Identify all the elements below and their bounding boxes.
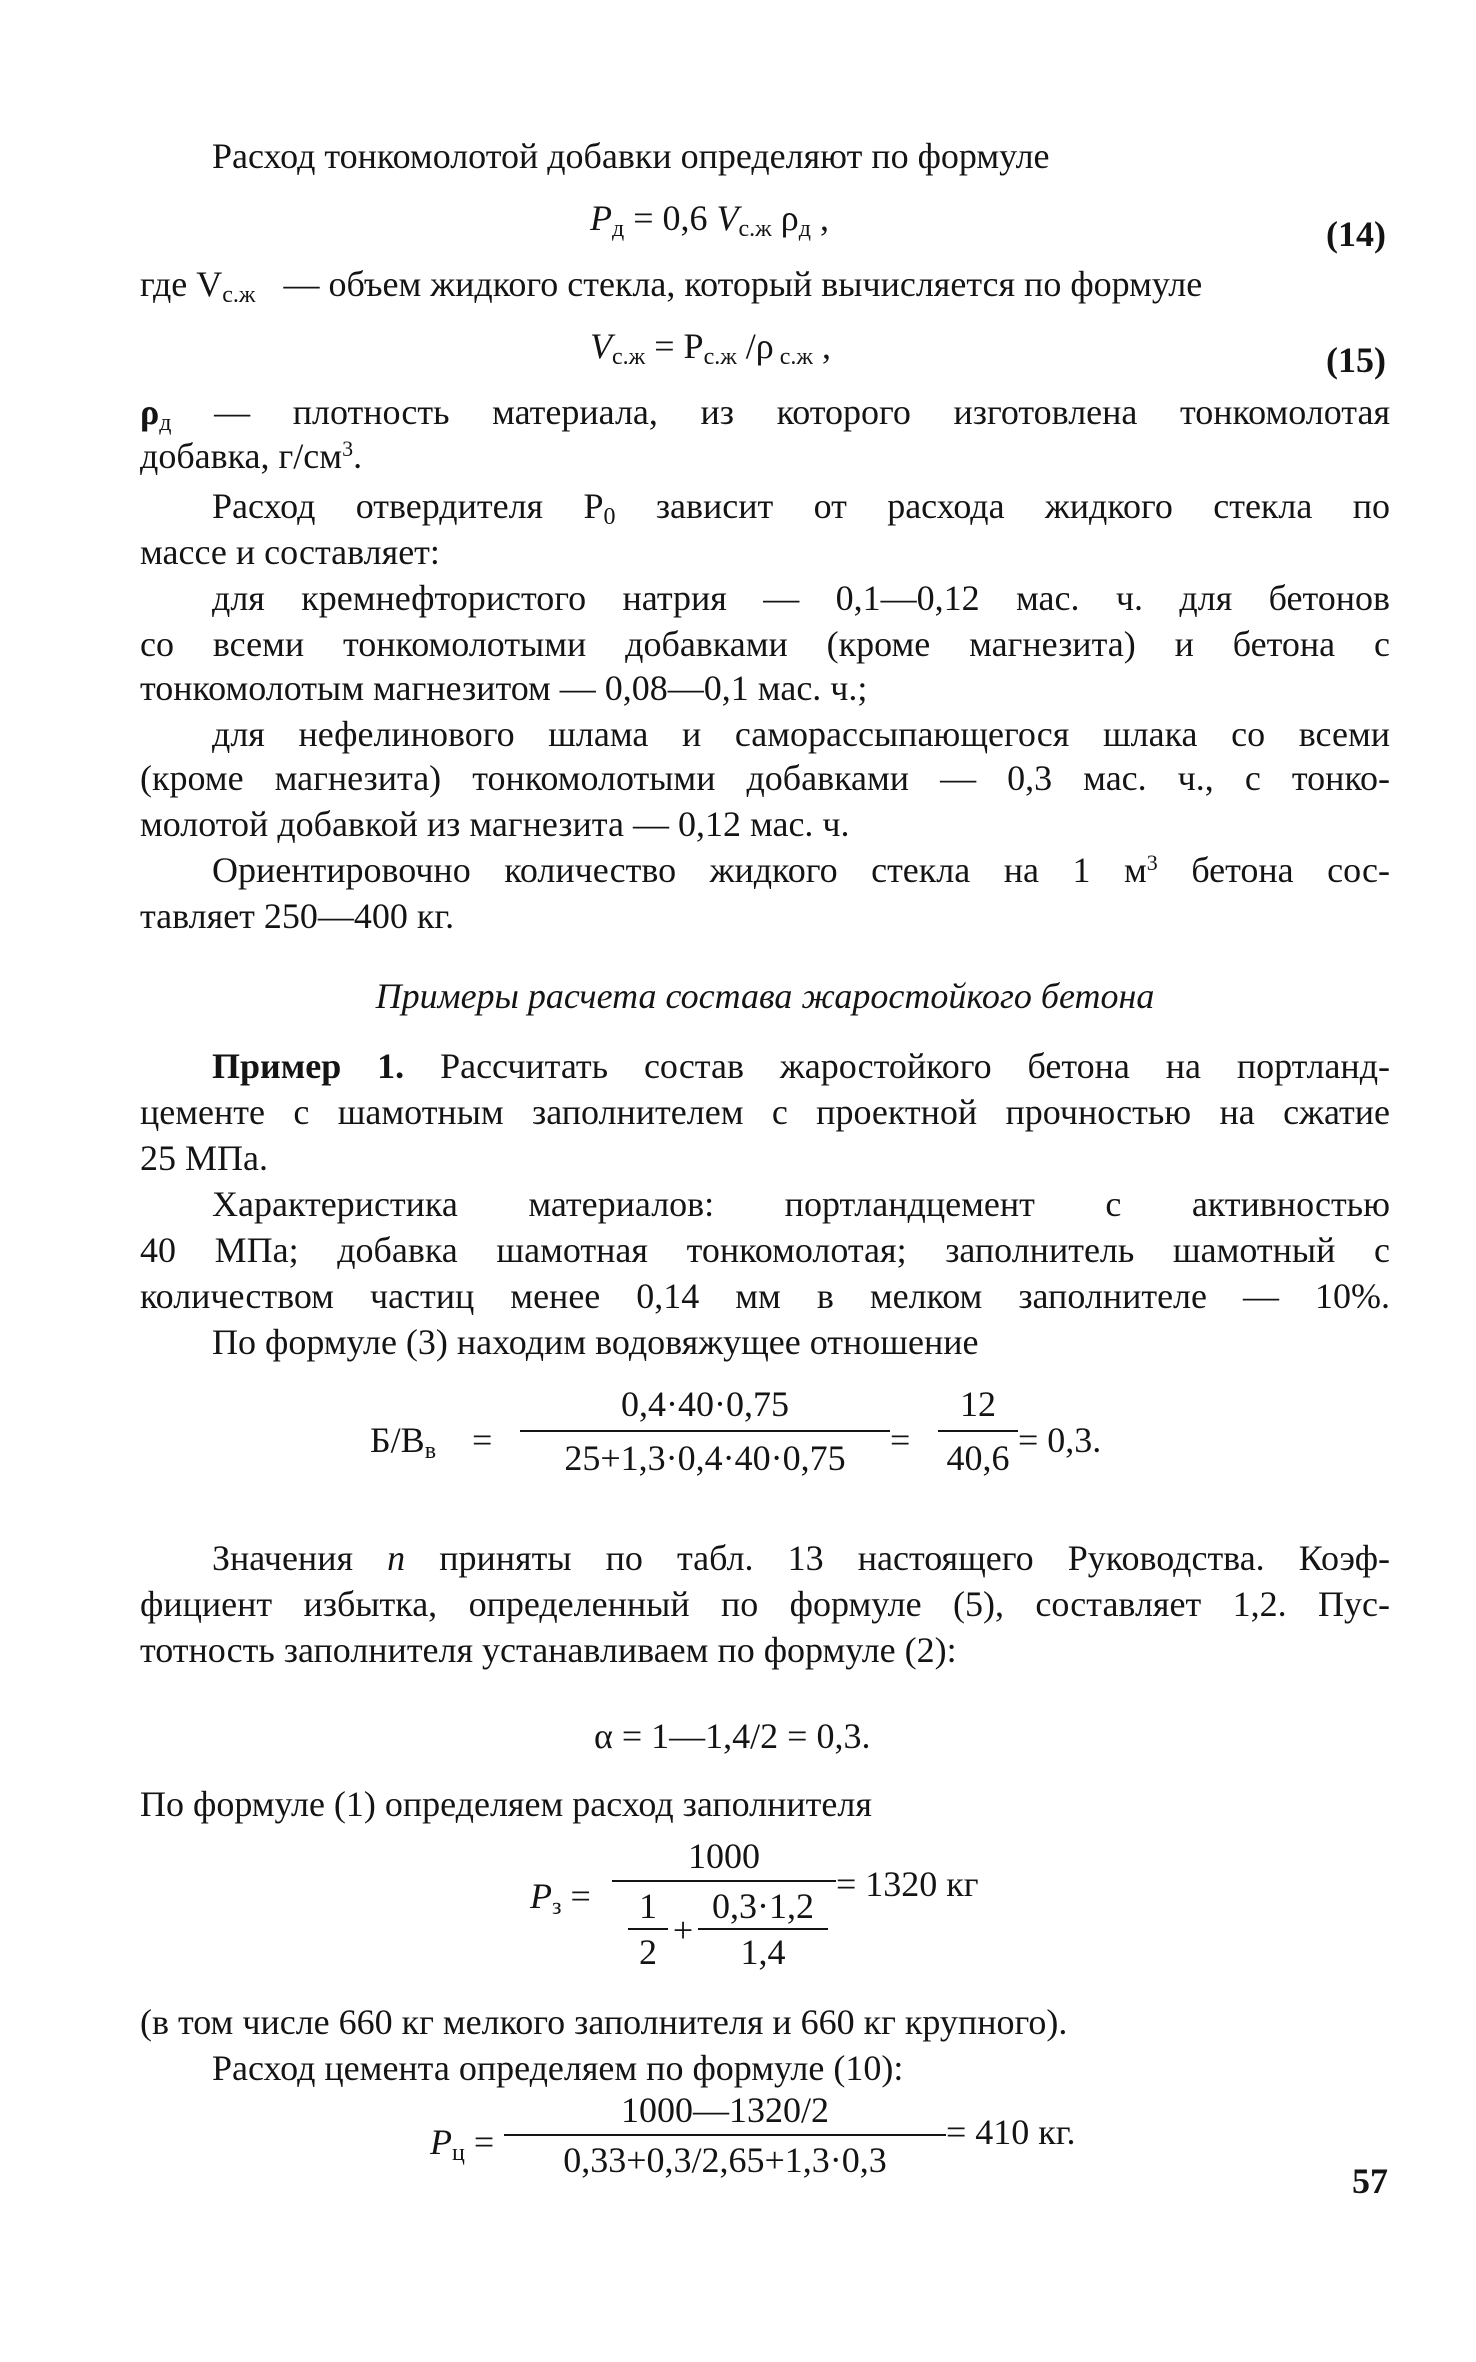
text-line bbox=[212, 484, 1390, 528]
subscript: д bbox=[798, 216, 811, 242]
text-line: По формуле (3) находим водовяжущее отношение bbox=[212, 1322, 979, 1362]
symbol-bv: Б/В bbox=[370, 1420, 425, 1460]
text-line: цементе с шамотным заполнителем с проектной прочностью на сжатие bbox=[140, 1092, 1390, 1132]
text-line: со всеми тонкомолотыми добавками (кроме магнезита) и бетона с bbox=[140, 624, 1390, 664]
text-line: (в том числе 660 кг мелкого заполнителя и 660 кг крупного). bbox=[140, 2002, 1068, 2042]
subscript: с.ж bbox=[773, 344, 813, 370]
formula-text: , bbox=[810, 198, 829, 238]
formula-text: = bbox=[561, 1876, 591, 1916]
subscript: с.ж bbox=[703, 344, 737, 370]
text-fragment: приняты по табл. 13 настоящего Руководства. Коэф- bbox=[405, 1538, 1391, 1578]
text-fragment: Ориентировочно количество жидкого стекла на 1 м bbox=[212, 850, 1147, 890]
text-line bbox=[140, 262, 1390, 306]
text-line: Характеристика материалов: портландцемент с активностью bbox=[212, 1184, 1390, 1224]
fraction-bar bbox=[938, 1430, 1018, 1432]
text-line: Расход цемента определяем по формуле (10): bbox=[212, 2048, 904, 2088]
formula-text: = bbox=[890, 1420, 911, 1460]
text-fragment: где V bbox=[140, 264, 223, 304]
fraction-numerator: 12 bbox=[960, 1384, 996, 1424]
text-line bbox=[212, 1536, 1390, 1580]
text-fragment: — плотность материала, из которого изготовлена тонкомолотая bbox=[171, 392, 1390, 432]
text-fragment: добавка, г/см bbox=[140, 436, 343, 476]
sub-fraction-bar bbox=[698, 1928, 828, 1930]
formula-p3-lhs bbox=[530, 1874, 591, 1918]
subscript: д bbox=[612, 216, 625, 242]
symbol-p: P bbox=[530, 1876, 552, 1916]
fraction-denominator: 25+1,3·0,4·40·0,75 bbox=[564, 1438, 846, 1478]
fraction-numerator: 0,4·40·0,75 bbox=[621, 1384, 789, 1424]
formula-14 bbox=[590, 196, 829, 240]
page-number: 57 bbox=[1352, 2161, 1388, 2201]
subscript: в bbox=[424, 1438, 437, 1464]
fraction-denominator: 40,6 bbox=[946, 1438, 1010, 1478]
text-line: 40 МПа; добавка шамотная тонкомолотая; заполнитель шамотный с bbox=[140, 1230, 1390, 1270]
text-line: массе и составляет: bbox=[140, 532, 440, 572]
fraction-bar bbox=[612, 1880, 836, 1882]
symbol-n: n bbox=[387, 1538, 406, 1578]
symbol-p: P bbox=[430, 2122, 452, 2162]
text-line: тавляет 250—400 кг. bbox=[140, 896, 455, 936]
formula-text: = P bbox=[645, 326, 704, 366]
formula-pc-lhs bbox=[430, 2120, 494, 2164]
text-fragment: — объем жидкого стекла, который вычисляется по формуле bbox=[283, 264, 1203, 304]
sub-fraction-numerator: 1 bbox=[639, 1886, 657, 1926]
subscript: с.ж bbox=[222, 282, 256, 308]
superscript: 3 bbox=[342, 436, 354, 461]
subscript: ц bbox=[452, 2140, 465, 2166]
subscript: с.ж bbox=[738, 216, 772, 242]
formula-15 bbox=[590, 324, 831, 368]
subscript: д bbox=[159, 410, 172, 436]
formula-text: = 0,6 bbox=[624, 198, 717, 238]
sub-fraction-denominator: 2 bbox=[639, 1932, 657, 1972]
formula-bv-lhs bbox=[370, 1418, 436, 1462]
formula-text: = bbox=[472, 1420, 493, 1460]
formula-result: = 1320 кг bbox=[836, 1864, 979, 1904]
equation-number: (14) bbox=[1326, 214, 1386, 254]
text-fragment: зависит от расхода жидкого стекла по bbox=[615, 486, 1390, 526]
sub-fraction-denominator: 1,4 bbox=[740, 1932, 786, 1972]
text-line: (кроме магнезита) тонкомолотыми добавками — 0,3 мас. ч., с тонко- bbox=[140, 758, 1390, 798]
fraction-numerator: 1000—1320/2 bbox=[620, 2090, 829, 2130]
formula-text: /ρ bbox=[736, 326, 774, 366]
text-line: для кремнефтористого натрия — 0,1—0,12 мас. ч. для бетонов bbox=[212, 578, 1390, 618]
text-line bbox=[140, 390, 1390, 434]
formula-result: = 410 кг. bbox=[946, 2112, 1076, 2152]
text-line: фициент избытка, определенный по формуле (5), составляет 1,2. Пус- bbox=[140, 1584, 1390, 1624]
symbol-v: V bbox=[590, 326, 612, 366]
fraction-bar bbox=[504, 2134, 946, 2136]
sub-fraction-bar bbox=[628, 1928, 668, 1930]
example-label: Пример 1. bbox=[212, 1046, 405, 1086]
fraction-numerator: 1000 bbox=[688, 1836, 760, 1876]
plus-sign: + bbox=[672, 1910, 694, 1950]
text-line bbox=[212, 1044, 1390, 1088]
fraction-denominator: 0,33+0,3/2,65+1,3·0,3 bbox=[563, 2140, 887, 2180]
text-line bbox=[140, 434, 1390, 478]
text-fragment: бетона сос- bbox=[1157, 850, 1390, 890]
subscript: с.ж bbox=[612, 344, 646, 370]
text-fragment: . bbox=[353, 436, 363, 476]
text-fragment: Расход отвердителя P bbox=[212, 486, 604, 526]
symbol-p: P bbox=[590, 198, 612, 238]
formula-result: = 0,3. bbox=[1018, 1420, 1102, 1460]
text-line: тонкомолотым магнезитом — 0,08—0,1 мас. ч.; bbox=[140, 668, 868, 708]
text-line bbox=[212, 848, 1390, 892]
subscript: 0 bbox=[603, 504, 616, 530]
symbol-v: V bbox=[716, 198, 739, 238]
formula-alpha: α = 1—1,4/2 = 0,3. bbox=[594, 1716, 871, 1756]
section-heading: Примеры расчета состава жаростойкого бетона bbox=[375, 976, 1155, 1016]
text-line: Расход тонкомолотой добавки определяют по формуле bbox=[212, 136, 1050, 176]
text-line: 25 МПа. bbox=[140, 1138, 268, 1178]
text-line: тотность заполнителя устанавливаем по формуле (2): bbox=[140, 1630, 957, 1670]
text-line: для нефелинового шлама и саморассыпающегося шлака со всеми bbox=[212, 714, 1390, 754]
text-fragment: Рассчитать состав жаростойкого бетона на портланд- bbox=[404, 1046, 1390, 1086]
text-line: По формуле (1) определяем расход заполнителя bbox=[140, 1784, 872, 1824]
subscript: з bbox=[552, 1894, 562, 1920]
formula-text: , bbox=[813, 326, 831, 366]
formula-text: = bbox=[464, 2122, 495, 2162]
fraction-bar bbox=[520, 1430, 890, 1432]
text-line: молотой добавкой из магнезита — 0,12 мас. ч. bbox=[140, 804, 850, 844]
symbol-rho: ρ bbox=[140, 392, 160, 432]
superscript: 3 bbox=[1146, 850, 1158, 875]
equation-number: (15) bbox=[1326, 340, 1386, 380]
symbol-rho: ρ bbox=[771, 198, 799, 238]
text-line: количеством частиц менее 0,14 мм в мелком заполнителе — 10%. bbox=[140, 1276, 1390, 1316]
sub-fraction-numerator: 0,3·1,2 bbox=[712, 1886, 814, 1926]
text-fragment: Значения bbox=[212, 1538, 388, 1578]
